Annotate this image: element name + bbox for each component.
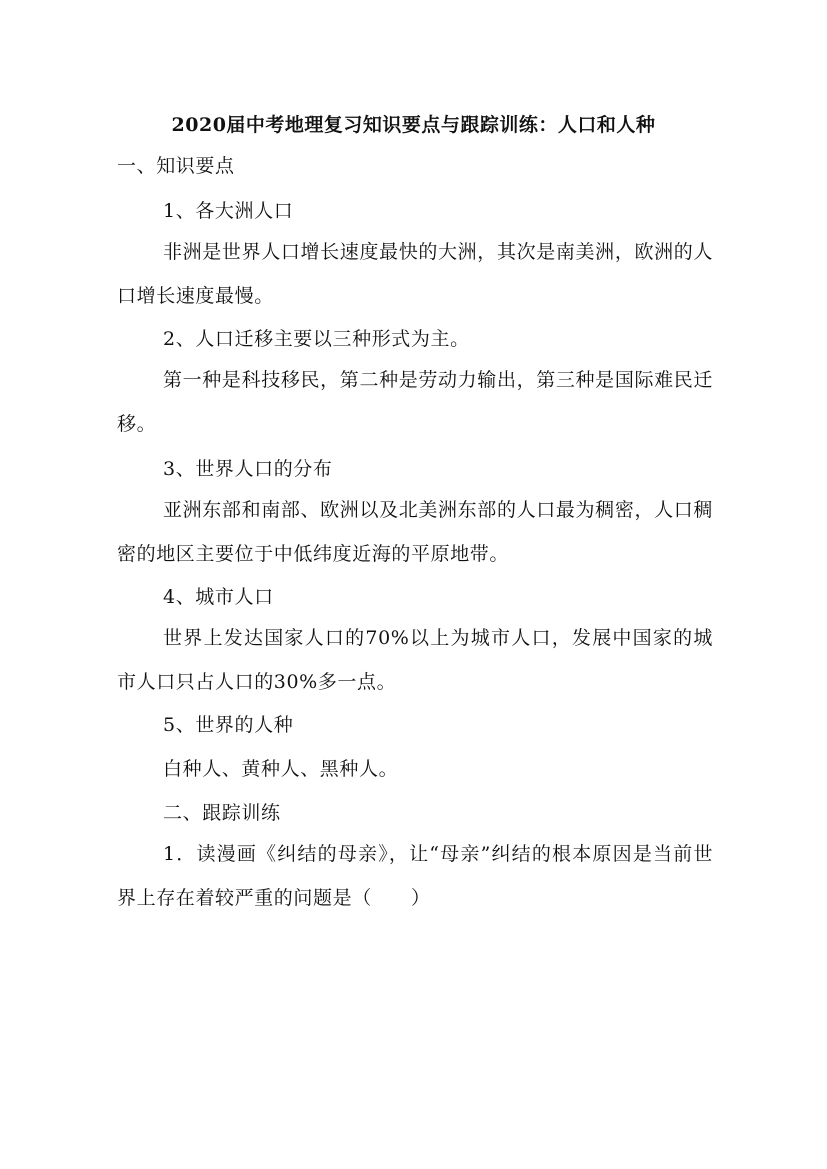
paragraph-population-migration: 第一种是科技移民，第二种是劳动力输出，第三种是国际难民迁移。 [117, 369, 713, 435]
item-heading-continent-population: 1、各大洲人口 [163, 200, 294, 222]
paragraph-world-races: 白种人、黄种人、黑种人。 [163, 758, 399, 780]
section-heading-tracking-practice: 二、跟踪训练 [163, 802, 281, 824]
item-heading-population-migration: 2、人口迁移主要以三种形式为主。 [163, 328, 470, 350]
item-heading-urban-population: 4、城市人口 [163, 586, 274, 608]
document-title: 2020届中考地理复习知识要点与跟踪训练：人口和人种 [171, 114, 656, 136]
item-heading-population-distribution: 3、世界人口的分布 [163, 458, 333, 480]
section-heading-knowledge-points: 一、知识要点 [117, 155, 235, 177]
paragraph-continent-population: 非洲是世界人口增长速度最快的大洲，其次是南美洲，欧洲的人口增长速度最慢。 [117, 241, 713, 307]
paragraph-population-distribution: 亚洲东部和南部、欧洲以及北美洲东部的人口最为稠密，人口稠密的地区主要位于中低纬度近海的平原地带。 [117, 499, 713, 565]
question-1: 1．读漫画《纠结的母亲》，让“母亲”纠结的根本原因是当前世界上存在着较严重的问题是（ ） [117, 843, 713, 909]
paragraph-urban-population: 世界上发达国家人口的70%以上为城市人口，发展中国家的城市人口只占人口的30%多一点。 [117, 627, 713, 693]
item-heading-world-races: 5、世界的人种 [163, 714, 294, 736]
